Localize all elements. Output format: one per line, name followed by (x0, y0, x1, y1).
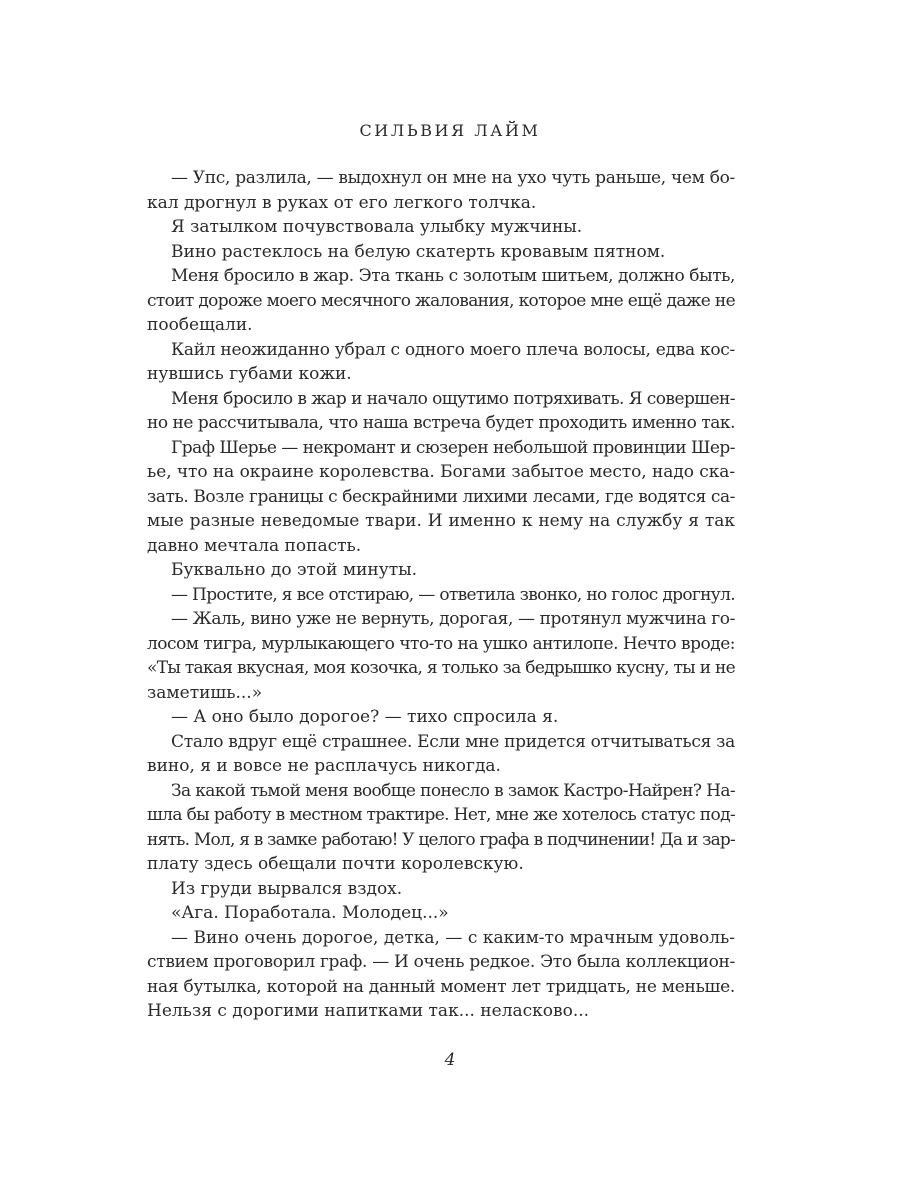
text-line: плату здесь обещали почти королевскую. (147, 854, 524, 874)
text-line: Вино растеклось на белую скатерть кровавым пятном. (171, 241, 666, 262)
text-line: Меня бросило в жар и начало ощутимо потряхивать. Я совершен- (171, 388, 735, 409)
text-line: Меня бросило в жар. Эта ткань с золотым шитьем, должно быть, (171, 266, 736, 286)
text-line: — Вино очень дорогое, детка, — с каким-то мрачным удоволь- (171, 927, 735, 948)
running-head: СИЛЬВИЯ ЛАЙМ (359, 121, 541, 140)
paragraph (147, 730, 735, 779)
text-line: Нельзя с дорогими напитками так... неласково... (147, 1001, 590, 1021)
text-line: пообещали. (147, 315, 253, 335)
text-line: давно мечтала попасть. (147, 535, 362, 556)
paragraph (147, 705, 735, 730)
text-line: Стало вдруг ещё страшнее. Если мне придется отчитываться за (171, 731, 735, 752)
page-number: 4 (444, 1050, 456, 1070)
text-line: За какой тьмой меня вообще понесло в замок Кастро-Найрен? На- (171, 780, 736, 801)
text-line: Кайл неожиданно убрал с одного моего плеча волосы, едва кос- (171, 339, 735, 360)
text-line: ье, что на окраине королевства. Богами забытое место, надо ска- (147, 462, 736, 482)
text-line: лосом тигра, мурлыкающего что-то на ушко антилопе. Нечто вроде: (147, 633, 736, 654)
text-line: кал дрогнул в руках от его легкого толчка. (147, 192, 537, 213)
paragraph (147, 215, 735, 240)
paragraph (147, 240, 735, 265)
text-line: Я затылком почувствовала улыбку мужчины. (171, 217, 583, 237)
text-line: стоит дороже моего месячного жалования, которое мне ещё даже не (147, 290, 736, 311)
paragraph (147, 926, 735, 1024)
text-line: — А оно было дорогое? — тихо спросила я. (171, 707, 559, 727)
text-line: — Упс, разлила, — выдохнул он мне на ухо чуть раньше, чем бо- (171, 168, 735, 188)
text-line: ная бутылка, которой на данный момент лет тридцать, не меньше. (147, 976, 735, 997)
text-line: ствием проговорил граф. — И очень редкое. Это была коллекцион- (147, 952, 735, 972)
text-line: вино, я и вовсе не расплачусь никогда. (147, 756, 501, 776)
text-line: нувшись губами кожи. (147, 364, 352, 384)
text-line: Буквально до этой минуты. (171, 560, 418, 580)
text-line: мые разные неведомые твари. И именно к нему на службу я так (147, 511, 735, 531)
paragraph (147, 436, 735, 559)
text-line: заметишь...» (147, 682, 263, 703)
paragraph (147, 779, 735, 877)
paragraph (147, 387, 735, 436)
body-text (147, 166, 735, 1024)
text-line: шла бы работу в местном трактире. Нет, мне же хотелось статус под- (147, 805, 735, 825)
paragraph (147, 558, 735, 583)
paragraph (147, 338, 735, 387)
paragraph (147, 583, 735, 608)
paragraph (147, 166, 735, 215)
paragraph (147, 264, 735, 338)
text-line: но не рассчитывала, что наша встреча будет проходить именно так. (147, 413, 736, 433)
text-line: — Жаль, вино уже не вернуть, дорогая, — протянул мужчина го- (171, 609, 735, 629)
text-line: «Ага. Поработала. Молодец...» (171, 903, 449, 923)
text-line: Граф Шерье — некромант и сюзерен небольшой провинции Шер- (171, 437, 736, 458)
paragraph (147, 607, 735, 705)
text-line: зать. Возле границы с бескрайними лихими лесами, где водятся са- (147, 486, 735, 507)
text-line: — Простите, я все отстираю, — ответила звонко, но голос дрогнул. (171, 584, 735, 605)
paragraph (147, 877, 735, 902)
text-line: «Ты такая вкусная, моя козочка, я только за бедрышко кусну, ты и не (147, 658, 735, 678)
text-line: нять. Мол, я в замке работаю! У целого графа в подчинении! Да и зар- (147, 829, 735, 850)
paragraph (147, 901, 735, 926)
text-line: Из груди вырвался вздох. (171, 878, 403, 899)
